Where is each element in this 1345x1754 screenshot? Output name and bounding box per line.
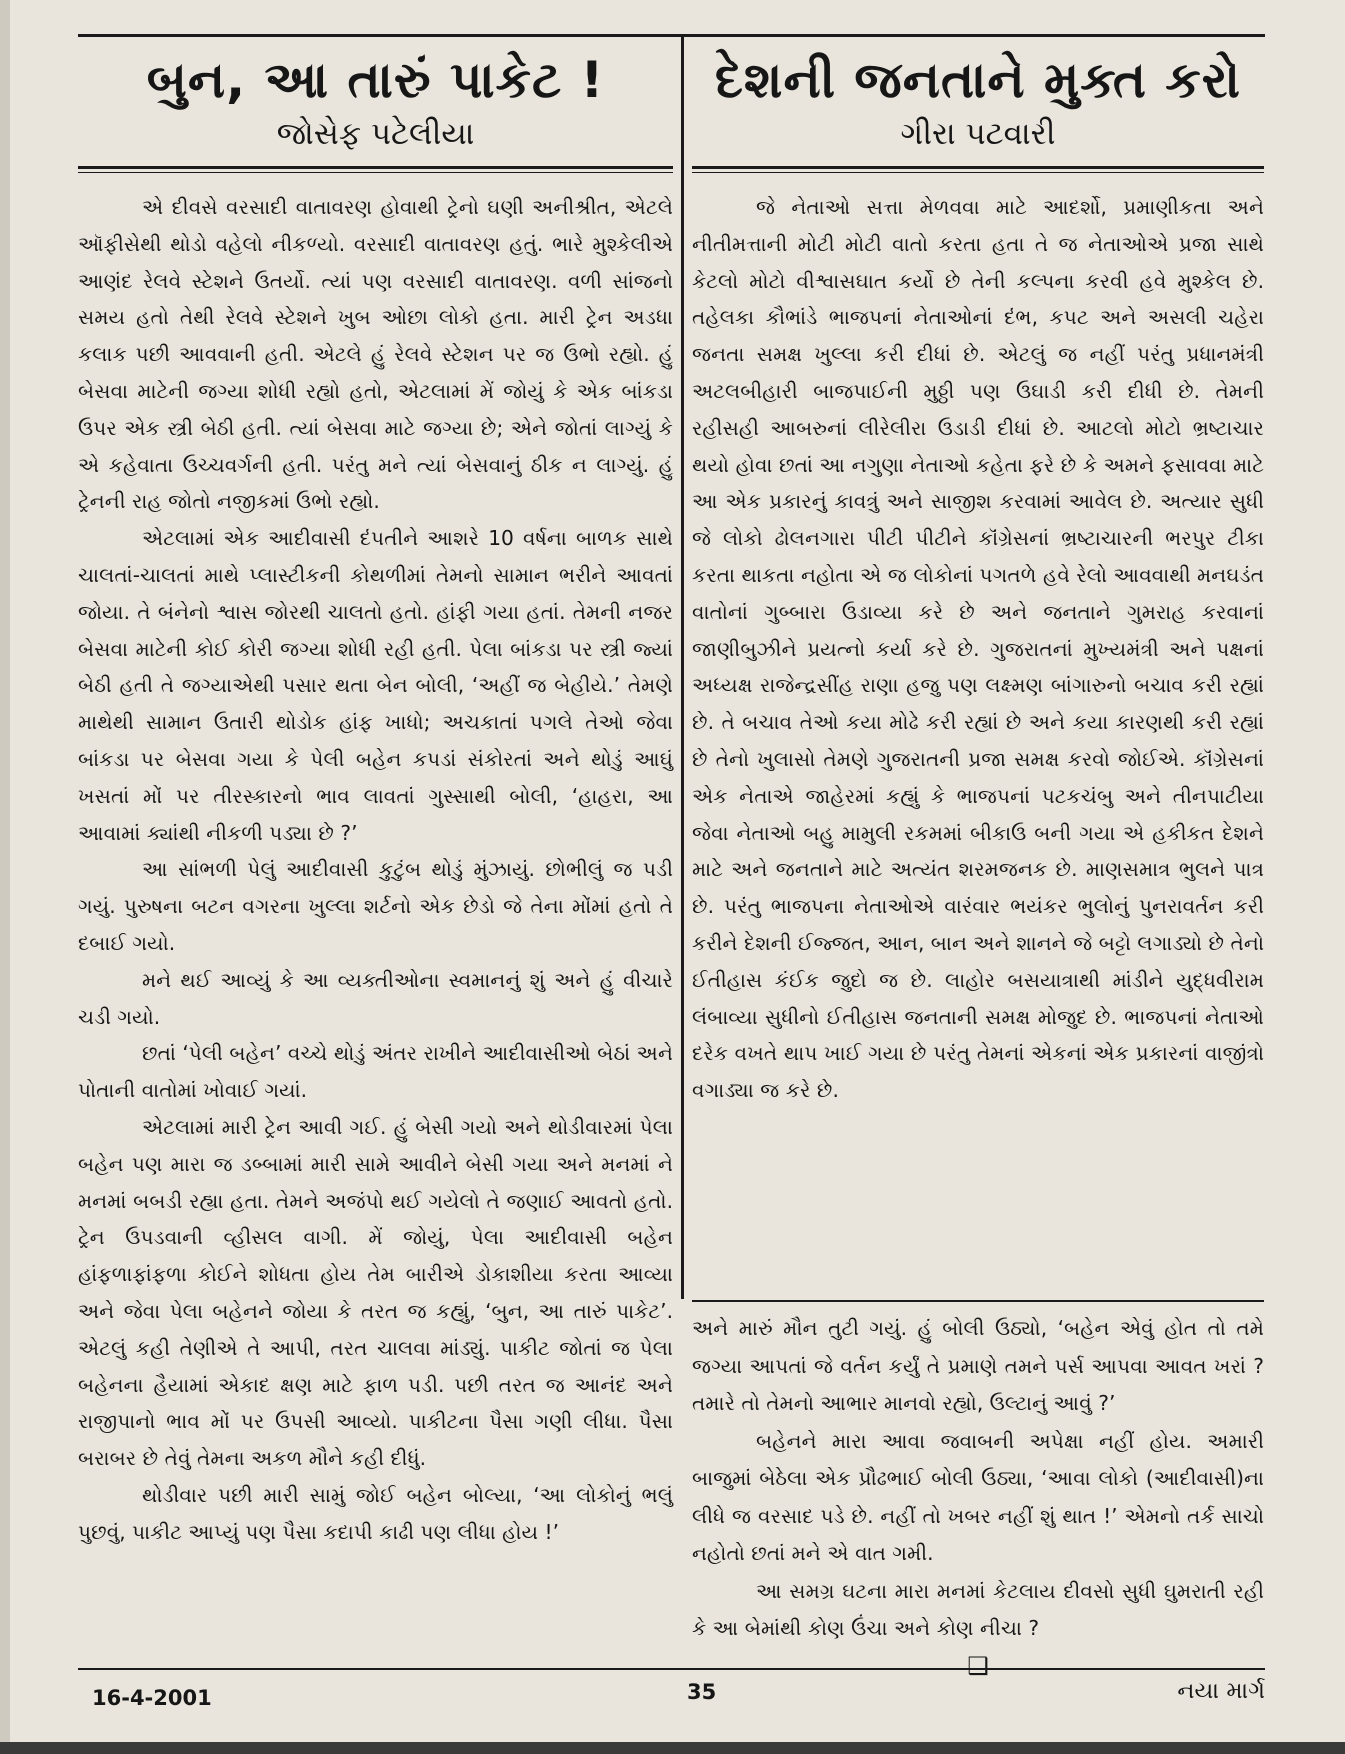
left-article-continuation <box>692 1300 1264 1684</box>
left-paragraph: એટલામાં મારી ટ્રેન આવી ગઈ. હું બેસી ગયો અને થોડીવારમાં પેલા બહેન પણ મારા જ ડબ્બામાં મારી સામે આવીને બેસી ગયા અને મનમાં ને મનમાં બબડી રહ્યા હતા. તેમને અજંપો થઈ ગયેલો તે જણાઈ આવતો હતો. ટ્રેન ઉપડવાની વ્હીસલ વાગી. મેં જોયું, પેલા આદીવાસી બહેન હાંફળાફાંફળા કોઈને શોધતા હોય તેમ બારીએ ડોકાશીયા કરતા આવ્યા અને જેવા પેલા બહેનને જોયા કે તરત જ કહ્યું, ‘બુન, આ તારું પાકેટ’. એટલું કહી તેણીએ તે આપી, તરત ચાલવા માંડ્યું. પાકીટ જોતાં જ પેલા બહેનના હૈયામાં એકાદ ક્ષણ માટે ફાળ પડી. પછી તરત જ આનંદ અને રાજીપાનો ભાવ મોં પર ઉપસી આવ્યો. પાકીટના પૈસા ગણી લીધા. પૈસા બરાબર છે તેવું તેમના અકળ મૌને કહી દીધું. <box>78 1114 673 1471</box>
left-paragraph: આ સાંભળી પેલું આદીવાસી કુટુંબ થોડું મુંઝાયું. છોભીલું જ પડી ગયું. પુરુષના બટન વગરના ખુલ્લા શર્ટનો એક છેડો જે તેના મોંમાં હતો તે દબાઈ ગયો. <box>78 857 673 955</box>
right-header-rule <box>692 166 1264 173</box>
page-edge <box>0 0 10 1754</box>
left-article-header <box>78 34 673 156</box>
right-article-header <box>692 34 1264 156</box>
right-article-body <box>692 189 1264 1109</box>
left-paragraph: એ દીવસે વરસાદી વાતાવરણ હોવાથી ટ્રેનો ઘણી અનીશ્રીત, એટલે ઑફીસેથી થોડો વહેલો નીકળ્યો. વરસાદી વાતાવરણ હતું. ભારે મુશ્કેલીએ આણંદ રેલવે સ્ટેશને ઉતર્યો. ત્યાં પણ વરસાદી વાતાવરણ. વળી સાંજનો સમય હતો તેથી રેલવે સ્ટેશને ખુબ ઓછા લોકો હતા. મારી ટ્રેન અડધા કલાક પછી આવવાની હતી. એટલે હું રેલવે સ્ટેશન પર જ ઉભો રહ્યો. હું બેસવા માટેની જગ્યા શોધી રહ્યો હતો, એટલામાં મેં જોયું કે એક બાંકડા ઉપર એક સ્ત્રી બેઠી હતી. ત્યાં બેસવા માટે જગ્યા છે; એને જોતાં લાગ્યું કે એ કહેવાતા ઉચ્ચવર્ગની હતી. પરંતુ મને ત્યાં બેસવાનું ઠીક ન લાગ્યું. હું ટ્રેનની રાહ જોતો નજીકમાં ઉભો રહ્યો. <box>78 195 673 514</box>
continuation-paragraph: બહેનને મારા આવા જવાબની અપેક્ષા નહીં હોય. અમારી બાજુમાં બેઠેલા એક પ્રૌઢભાઈ બોલી ઉઠ્યા, ‘આવા લોકો (આદીવાસી)ના લીધે જ વરસાદ પડે છે. નહીં તો ખબર નહીં શું થાત !’ એમનો તર્ક સાચો નહોતો છતાં મને એ વાત ગમી. <box>692 1428 1264 1565</box>
right-paragraph: જે નેતાઓ સત્તા મેળવવા માટે આદર્શો, પ્રમાણીકતા અને નીતીમત્તાની મોટી મોટી વાતો કરતા હતા તે જ નેતાઓએ પ્રજા સાથે કેટલો મોટો વીશ્વાસઘાત કર્યો છે તેની કલ્પના કરવી હવે મુશ્કેલ છે. તહેલકા કૌભાંડે ભાજપનાં નેતાઓનાં દંભ, કપટ અને અસલી ચહેરા જનતા સમક્ષ ખુલ્લા કરી દીધાં છે. એટલું જ નહીં પરંતુ પ્રધાનમંત્રી અટલબીહારી બાજપાઈની મુઠ્ઠી પણ ઉઘાડી કરી દીધી છે. તેમની રહીસહી આબરુનાં લીરેલીરા ઉડાડી દીધાં છે. આટલો મોટો ભ્રષ્ટાચાર થયો હોવા છતાં આ નગુણા નેતાઓ કહેતા ફરે છે કે અમને ફસાવવા માટે આ એક પ્રકારનું કાવત્રું અને સાજીશ કરવામાં આવેલ છે. અત્યાર સુધી જે લોકો ઢોલનગારા પીટી પીટીને કૉંગ્રેસનાં ભ્રષ્ટાચારની ભરપુર ટીકા કરતા થાકતા નહોતા એ જ લોકોનાં પગતળે હવે રેલો આવવાથી મનઘડંત વાતોનાં ગુબ્બારા ઉડાવ્યા કરે છે અને જનતાને ગુમરાહ કરવાનાં જાણીબુઝીને પ્રયત્નો કર્યા કરે છે. ગુજરાતનાં મુખ્યમંત્રી અને પક્ષનાં અધ્યક્ષ રાજેન્દ્રસીંહ રાણા હજુ પણ લક્ષ્મણ બાંગારુનો બચાવ કરી રહ્યાં છે. તે બચાવ તેઓ કયા મોઢે કરી રહ્યાં છે અને કયા કારણથી કરી રહ્યાં છે તેનો ખુલાસો તેમણે ગુજરાતની પ્રજા સમક્ષ કરવો જોઈએ. કૉંગ્રેસનાં એક નેતાએ જાહેરમાં કહ્યું કે ભાજપનાં પટકચંબુ અને તીનપાટીયા જેવા નેતાઓ બહુ મામુલી રકમમાં બીકાઉ બની ગયા એ હકીકત દેશને માટે અને જનતાને માટે અત્યંત શરમજનક છે. માણસમાત્ર ભુલને પાત્ર છે. પરંતુ ભાજપના નેતાઓએ વારંવાર ભયંકર ભુલોનું પુનરાવર્તન કરી કરીને દેશની ઈજ્જત, આન, બાન અને શાનને જે બટ્ટો લગાડ્યો છે તેનો ઈતીહાસ કંઈક જુદો જ છે. લાહોર બસયાત્રાથી માંડીને યુદ્ધવીરામ લંબાવ્યા સુધીનો ઈતીહાસ જનતાની સમક્ષ મોજુદ છે. ભાજપનાં નેતાઓ દરેક વખતે થાપ ખાઈ ગયા છે પરંતુ તેમનાં એકનાં એક પ્રકારનાં વાજીંત્રો વગાડ્યા જ કરે છે. <box>692 195 1264 1103</box>
issue-date: 16-4-2001 <box>92 1686 212 1710</box>
left-article-title: બુન, આ તારું પાકેટ ! <box>146 51 605 109</box>
right-article-author: ગીરા પટવારી <box>900 116 1056 152</box>
continuation-body <box>692 1310 1264 1648</box>
left-header-rule <box>78 166 673 173</box>
continuation-paragraph: અને મારું મૌન તુટી ગયું. હું બોલી ઉઠ્યો, ‘બહેન એવું હોત તો તમે જગ્યા આપતાં જે વર્તન કર્યું તે પ્રમાણે તમને પર્સ આપવા આવત ખરાં ? તમારે તો તેમનો આભાર માનવો રહ્યો, ઉલ્ટાનું આવું ?’ <box>692 1316 1264 1415</box>
page-number: 35 <box>687 1680 717 1704</box>
right-article <box>692 34 1264 1109</box>
magazine-name: નયા માર્ગ <box>1177 1678 1265 1704</box>
scan-bottom-edge <box>0 1742 1345 1754</box>
left-article-body <box>78 189 673 1550</box>
left-paragraph: થોડીવાર પછી મારી સામું જોઈ બહેન બોલ્યા, ‘આ લોકોનું ભલું પુછવું, પાકીટ આપ્યું પણ પૈસા કદાપી કાઢી પણ લીધા હોય !’ <box>78 1482 673 1544</box>
left-paragraph: છતાં ‘પેલી બહેન’ વચ્ચે થોડું અંતર રાખીને આદીવાસીઓ બેઠાં અને પોતાની વાતોમાં ખોવાઈ ગયાં. <box>78 1041 673 1103</box>
left-paragraph: એટલામાં એક આદીવાસી દંપતીને આશરે 10 વર્ષના બાળક સાથે ચાલતાં-ચાલતાં માથે પ્લાસ્ટીકની કોથળીમાં તેમનો સામાન ભરીને આવતાં જોયા. તે બંનેનો શ્વાસ જોરથી ચાલતો હતો. હાંફી ગયા હતાં. તેમની નજર બેસવા માટેની કોઈ કોરી જગ્યા શોધી રહી હતી. પેલા બાંકડા પર સ્ત્રી જ્યાં બેઠી હતી તે જગ્યાએથી પસાર થતા બેન બોલી, ‘અહીં જ બેહીયે.’ તેમણે માથેથી સામાન ઉતારી થોડોક હાંફ ખાધો; અચકાતાં પગલે તેઓ જેવા બાંકડા પર બેસવા ગયા કે પેલી બહેન કપડાં સંકોરતાં અને થોડું આઘું ખસતાં મોં પર તીરસ્કારનો ભાવ લાવતાં ગુસ્સાથી બોલી, ‘હાહરા, આ આવામાં ક્યાંથી નીકળી પડ્યા છે ?’ <box>78 526 673 845</box>
left-paragraph: મને થઈ આવ્યું કે આ વ્યક્તીઓના સ્વમાનનું શું અને હું વીચારે ચડી ગયો. <box>78 967 673 1029</box>
column-divider <box>681 34 684 1299</box>
left-article-author: જોસેફ પટેલીયા <box>276 116 475 152</box>
end-mark-icon: ❑ <box>967 1651 989 1680</box>
continuation-paragraph: આ સમગ્ર ઘટના મારા મનમાં કેટલાય દીવસો સુધી ઘુમરાતી રહી કે આ બેમાંથી કોણ ઉંચા અને કોણ નીચા ? <box>692 1578 1264 1640</box>
page-footer <box>92 1678 1265 1718</box>
left-article <box>78 34 673 1550</box>
footer-rule <box>78 1668 1265 1670</box>
right-article-title: દેશની જનતાને મુક્ત કરો <box>714 51 1242 109</box>
